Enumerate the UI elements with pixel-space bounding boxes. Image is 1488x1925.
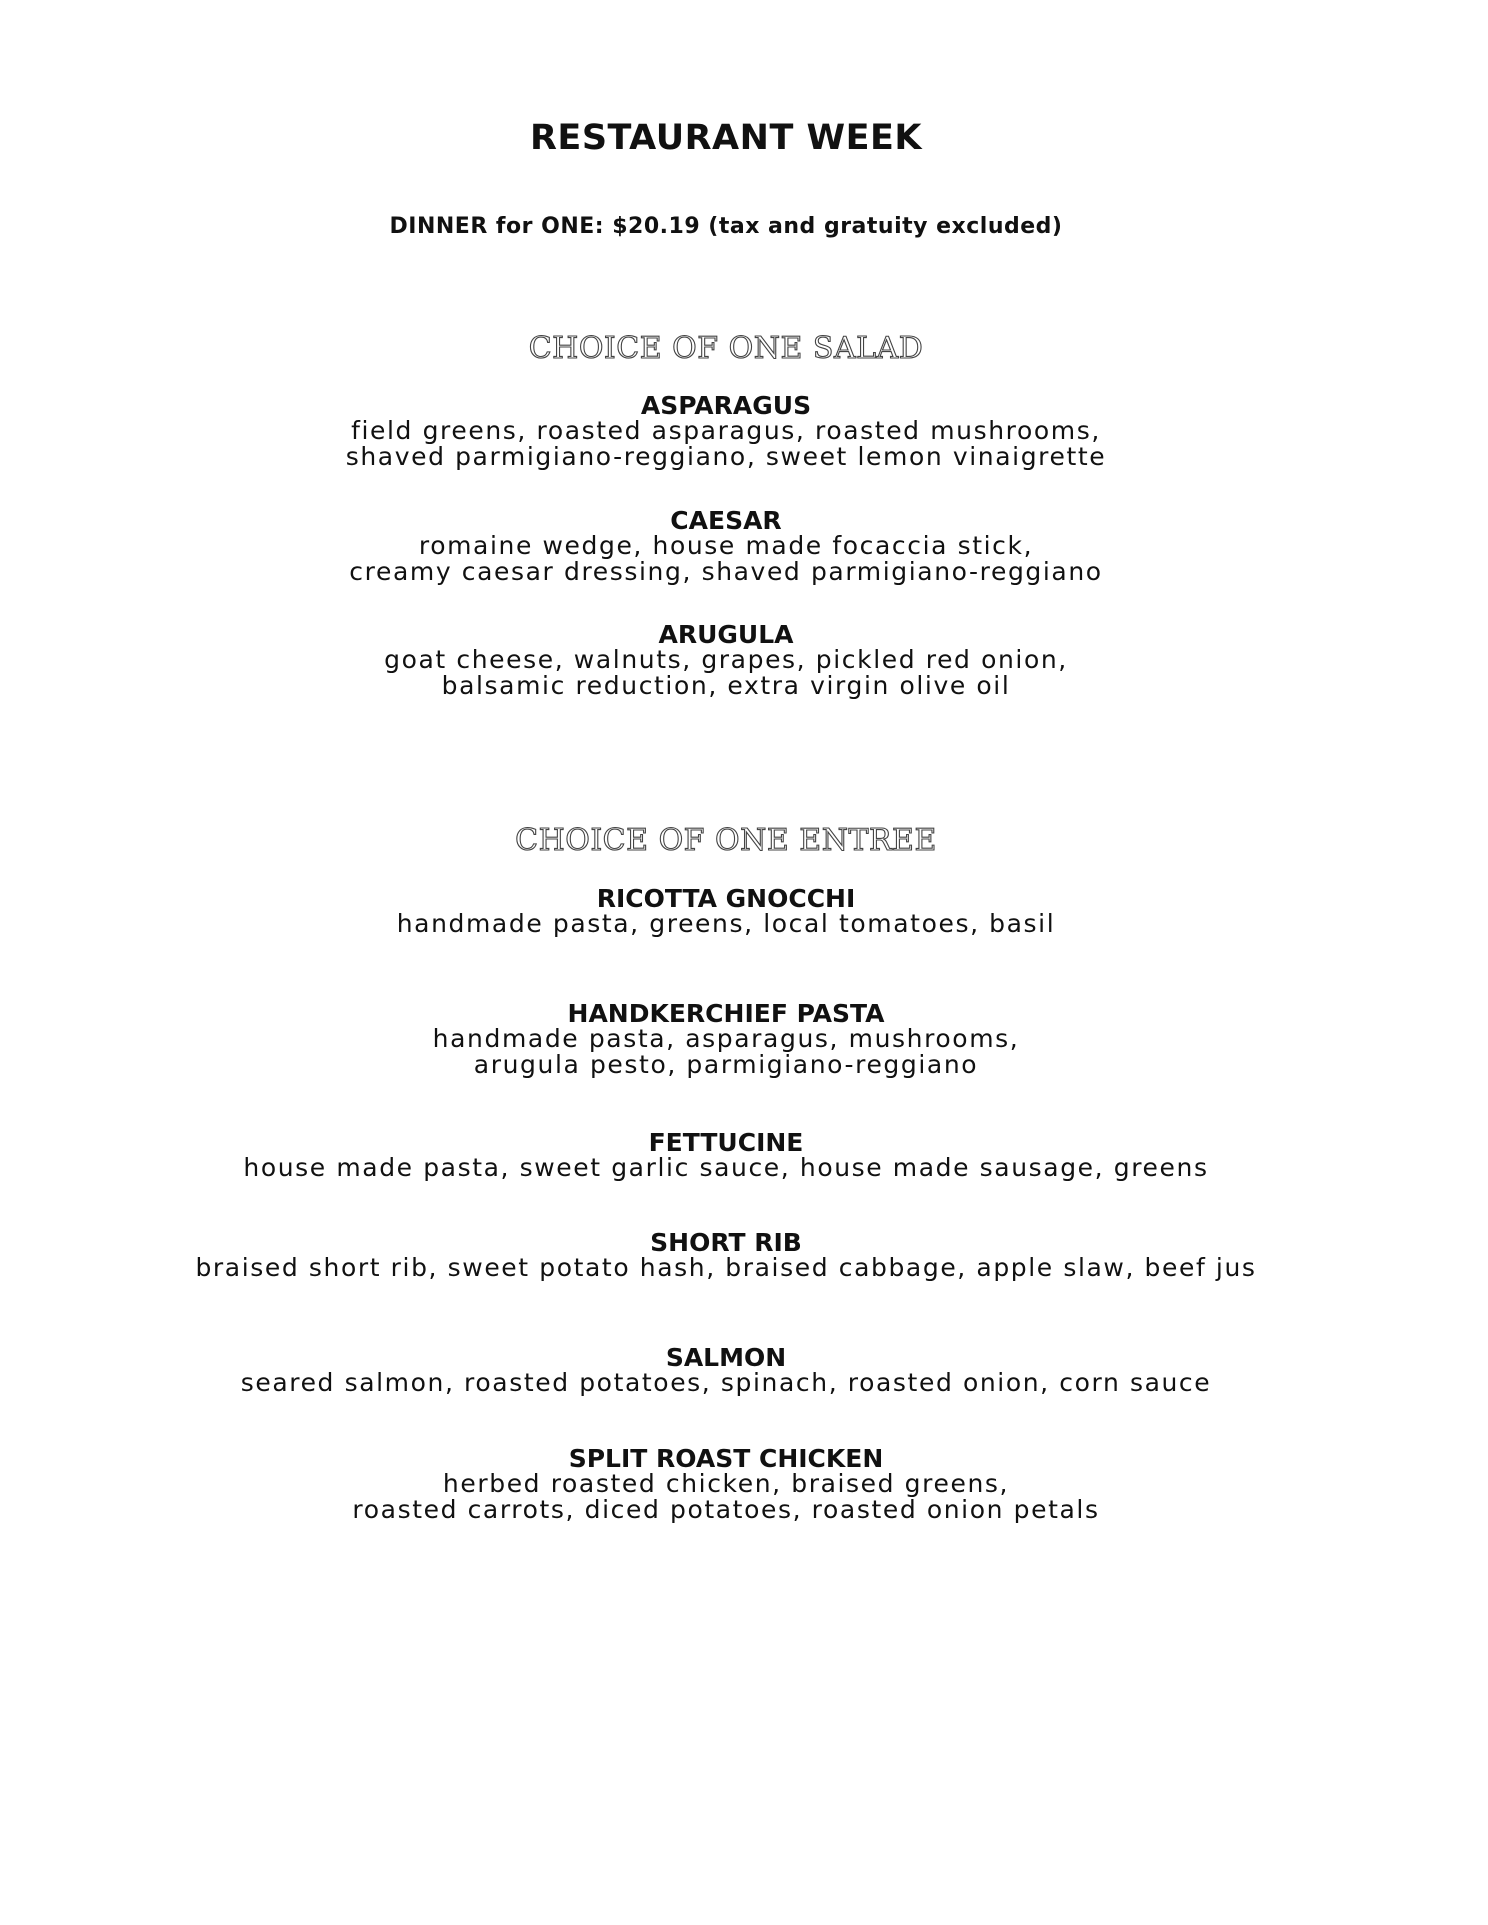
item-name: CAESAR	[670, 506, 782, 535]
item-description: handmade pasta, asparagus, mushrooms, arugula pesto, parmigiano-reggiano	[432, 1024, 1020, 1079]
item-name: SHORT RIB	[650, 1228, 802, 1257]
item-name: ARUGULA	[658, 620, 794, 649]
price-subtitle: DINNER for ONE: $20.19 (tax and gratuity excluded)	[389, 214, 1063, 239]
item-name: FETTUCINE	[648, 1128, 804, 1157]
item-name: ASPARAGUS	[640, 391, 812, 420]
item-description: house made pasta, sweet garlic sauce, house made sausage, greens	[243, 1153, 1209, 1182]
item-description: seared salmon, roasted potatoes, spinach, roasted onion, corn sauce	[240, 1368, 1212, 1397]
menu-item-short-rib	[0, 1230, 1452, 1281]
page-title: RESTAURANT WEEK	[529, 118, 923, 158]
item-name: RICOTTA GNOCCHI	[596, 884, 856, 913]
menu-item-arugula	[0, 622, 1452, 699]
item-description: braised short rib, sweet potato hash, braised cabbage, apple slaw, beef jus	[195, 1253, 1257, 1282]
item-description: romaine wedge, house made focaccia stick, creamy caesar dressing, shaved parmigiano-reggiano	[349, 531, 1103, 586]
menu-item-salmon	[0, 1345, 1452, 1396]
item-description: field greens, roasted asparagus, roasted mushrooms, shaved parmigiano-reggiano, sweet lemon vinaigrette	[345, 416, 1107, 471]
item-name: SALMON	[665, 1343, 787, 1372]
menu-item-split-roast-chicken	[0, 1446, 1452, 1523]
item-description: herbed roasted chicken, braised greens, roasted carrots, diced potatoes, roasted onion petals	[352, 1469, 1100, 1524]
item-name: HANDKERCHIEF PASTA	[567, 999, 885, 1028]
menu-item-fettucine	[0, 1130, 1452, 1181]
entree-section-heading: CHOICE OF ONE ENTREE	[515, 823, 937, 858]
menu-item-ricotta-gnocchi	[0, 886, 1452, 937]
menu-item-asparagus	[0, 393, 1452, 470]
salad-section-heading: CHOICE OF ONE SALAD	[528, 331, 924, 366]
menu-item-handkerchief-pasta	[0, 1001, 1452, 1078]
item-description: handmade pasta, greens, local tomatoes, basil	[396, 909, 1056, 938]
item-description: goat cheese, walnuts, grapes, pickled red onion, balsamic reduction, extra virgin olive oil	[384, 645, 1068, 700]
menu-item-caesar	[0, 508, 1452, 585]
item-name: SPLIT ROAST CHICKEN	[568, 1444, 884, 1473]
